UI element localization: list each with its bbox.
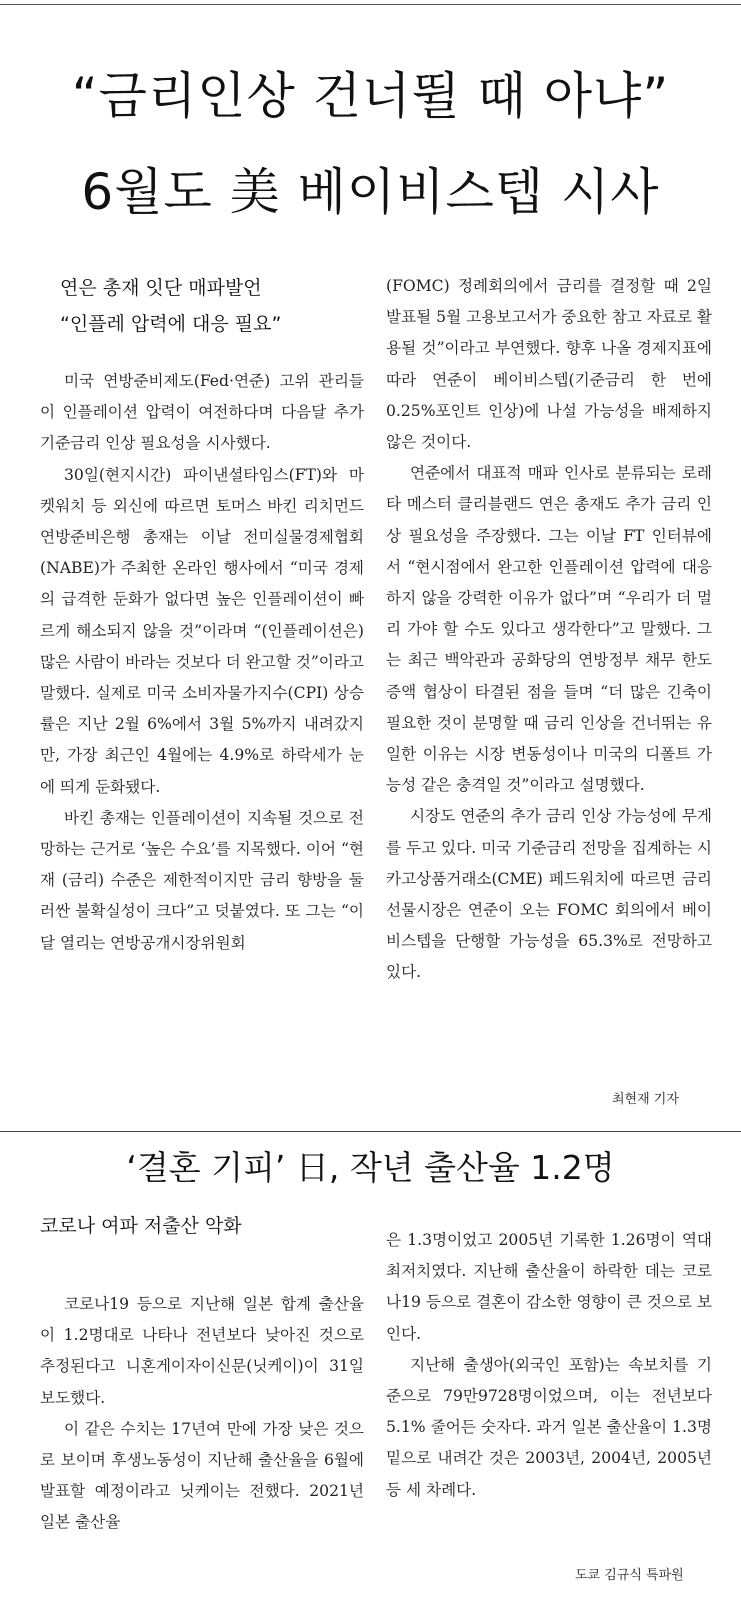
article1-subheadline-line2: “인플레 압력에 대응 필요” [60,313,282,335]
article1-headline-line2: 6월도 美 베이비스텝 시사 [81,163,660,221]
article2-paragraph: 코로나19 등으로 지난해 일본 합계 출산율이 1.2명대로 나타나 전년보다 낮아진 것으로 추정된다고 니혼게이자이신문(닛케이)이 31일 보도했다. [40,1295,364,1407]
article2-paragraph: 이 같은 수치는 17년여 만에 가장 낮은 것으로 보이며 후생노동성이 지난해 출산율을 6월에 발표할 예정이라고 닛케이는 전했다. 2021년 일본 출산율 [40,1419,364,1532]
article2-column-right [386,1225,712,1506]
article1-byline: 최현재 기자 [612,1092,679,1107]
article1-subheadline [60,270,281,342]
article-divider [0,1131,741,1132]
article1-paragraph: 바킨 총재는 인플레이션이 지속될 것으로 전망하는 근거로 ‘높은 수요’를 지목했다. 이어 “현재 (금리) 수준은 제한적이지만 금리 향방을 둘러싼 불확실성이 크다”고 덧붙였다. 또 그는 “이달 열리는 연방공개시장위원회 [40,808,364,952]
article1-paragraph: 미국 연방준비제도(Fed·연준) 고위 관리들이 인플레이션 압력이 여전하다며 다음달 추가 기준금리 인상 필요성을 시사했다. [40,372,364,453]
article2-byline: 도쿄 김규식 특파원 [575,1568,684,1583]
article2-headline: ‘결혼 기피’ 日, 작년 출산율 1.2명 [126,1148,615,1187]
article1-paragraph: 시장도 연준의 추가 금리 인상 가능성에 무게를 두고 있다. 미국 기준금리 전망을 집계하는 시카고상품거래소(CME) 페드워치에 따르면 금리 선물시장은 연준이 오는 FOMC 회의에서 베이비스텝을 단행할 가능성을 65.3%로 전망하고 있다. [386,807,712,982]
article1-paragraph: (FOMC) 정례회의에서 금리를 결정할 때 2일 발표될 5월 고용보고서가 중요한 참고 자료로 활용될 것”이라고 부연했다. 향후 나올 경제지표에 따라 연준이 베이비스텝(기준금리 한 번에 0.25%포인트 인상)에 나설 가능성을 배제하지 않은 것이다. [386,277,712,452]
article2-column-left [40,1289,364,1539]
article1-subheadline-line1: 연은 총재 잇단 매파발언 [60,277,262,299]
article1-paragraph: 30일(현지시간) 파이낸셜타임스(FT)와 마켓워치 등 외신에 따르면 토머스 바킨 리치먼드 연방준비은행 총재는 이날 전미실물경제협회(NABE)가 주최한 온라인 행사에서 “미국 경제의 급격한 둔화가 없다면 높은 인플레이션이 빠르게 해소되지 않을 것”이라며 “(인플레이션은) 많은 사람이 바라는 것보다 더 완고할 것”이라고 말했다. 실제로 미국 소비자물가지수(CPI) 상승률은 지난 2월 6%에서 3월 5%까지 내려갔지만, 가장 최근인 4월에는 4.9%로 하락세가 눈에 띄게 둔화됐다. [40,465,364,796]
article1-paragraph: 연준에서 대표적 매파 인사로 분류되는 로레타 메스터 클리블랜드 연은 총재도 추가 금리 인상 필요성을 주장했다. 그는 이날 FT 인터뷰에서 “현시점에서 완고한 인플레이션 압력에 대응하지 않을 강력한 이유가 없다”며 “우리가 더 멀리 가야 할 수도 있다고 생각한다”고 말했다. 그는 최근 백악관과 공화당의 연방정부 채무 한도 증액 협상이 타결된 점을 들며 “더 많은 긴축이 필요한 것이 분명할 때 금리 인상을 건너뛰는 유일한 이유는 시장 변동성이나 미국의 디폴트 가능성 같은 충격일 것”이라고 설명했다. [386,464,712,795]
article2-subheadline: 코로나 여파 저출산 악화 [40,1215,242,1237]
article2-paragraph: 지난해 출생아(외국인 포함)는 속보치를 기준으로 79만9728명이었으며, 이는 전년보다 5.1% 줄어든 숫자다. 과거 일본 출산율이 1.3명 밑으로 내려간 것은 2003년, 2004년, 2005년 등 세 차례다. [386,1355,712,1499]
article1-column-left [40,366,364,959]
article1-column-right [386,271,712,989]
article2-paragraph: 은 1.3명이었고 2005년 기록한 1.26명이 역대 최저치였다. 지난해 출산율이 하락한 데는 코로나19 등으로 결혼이 감소한 영향이 큰 것으로 보인다. [386,1231,712,1343]
top-rule [0,4,741,5]
article1-headline-line1: “금리인상 건너뛸 때 아냐” [71,67,670,125]
